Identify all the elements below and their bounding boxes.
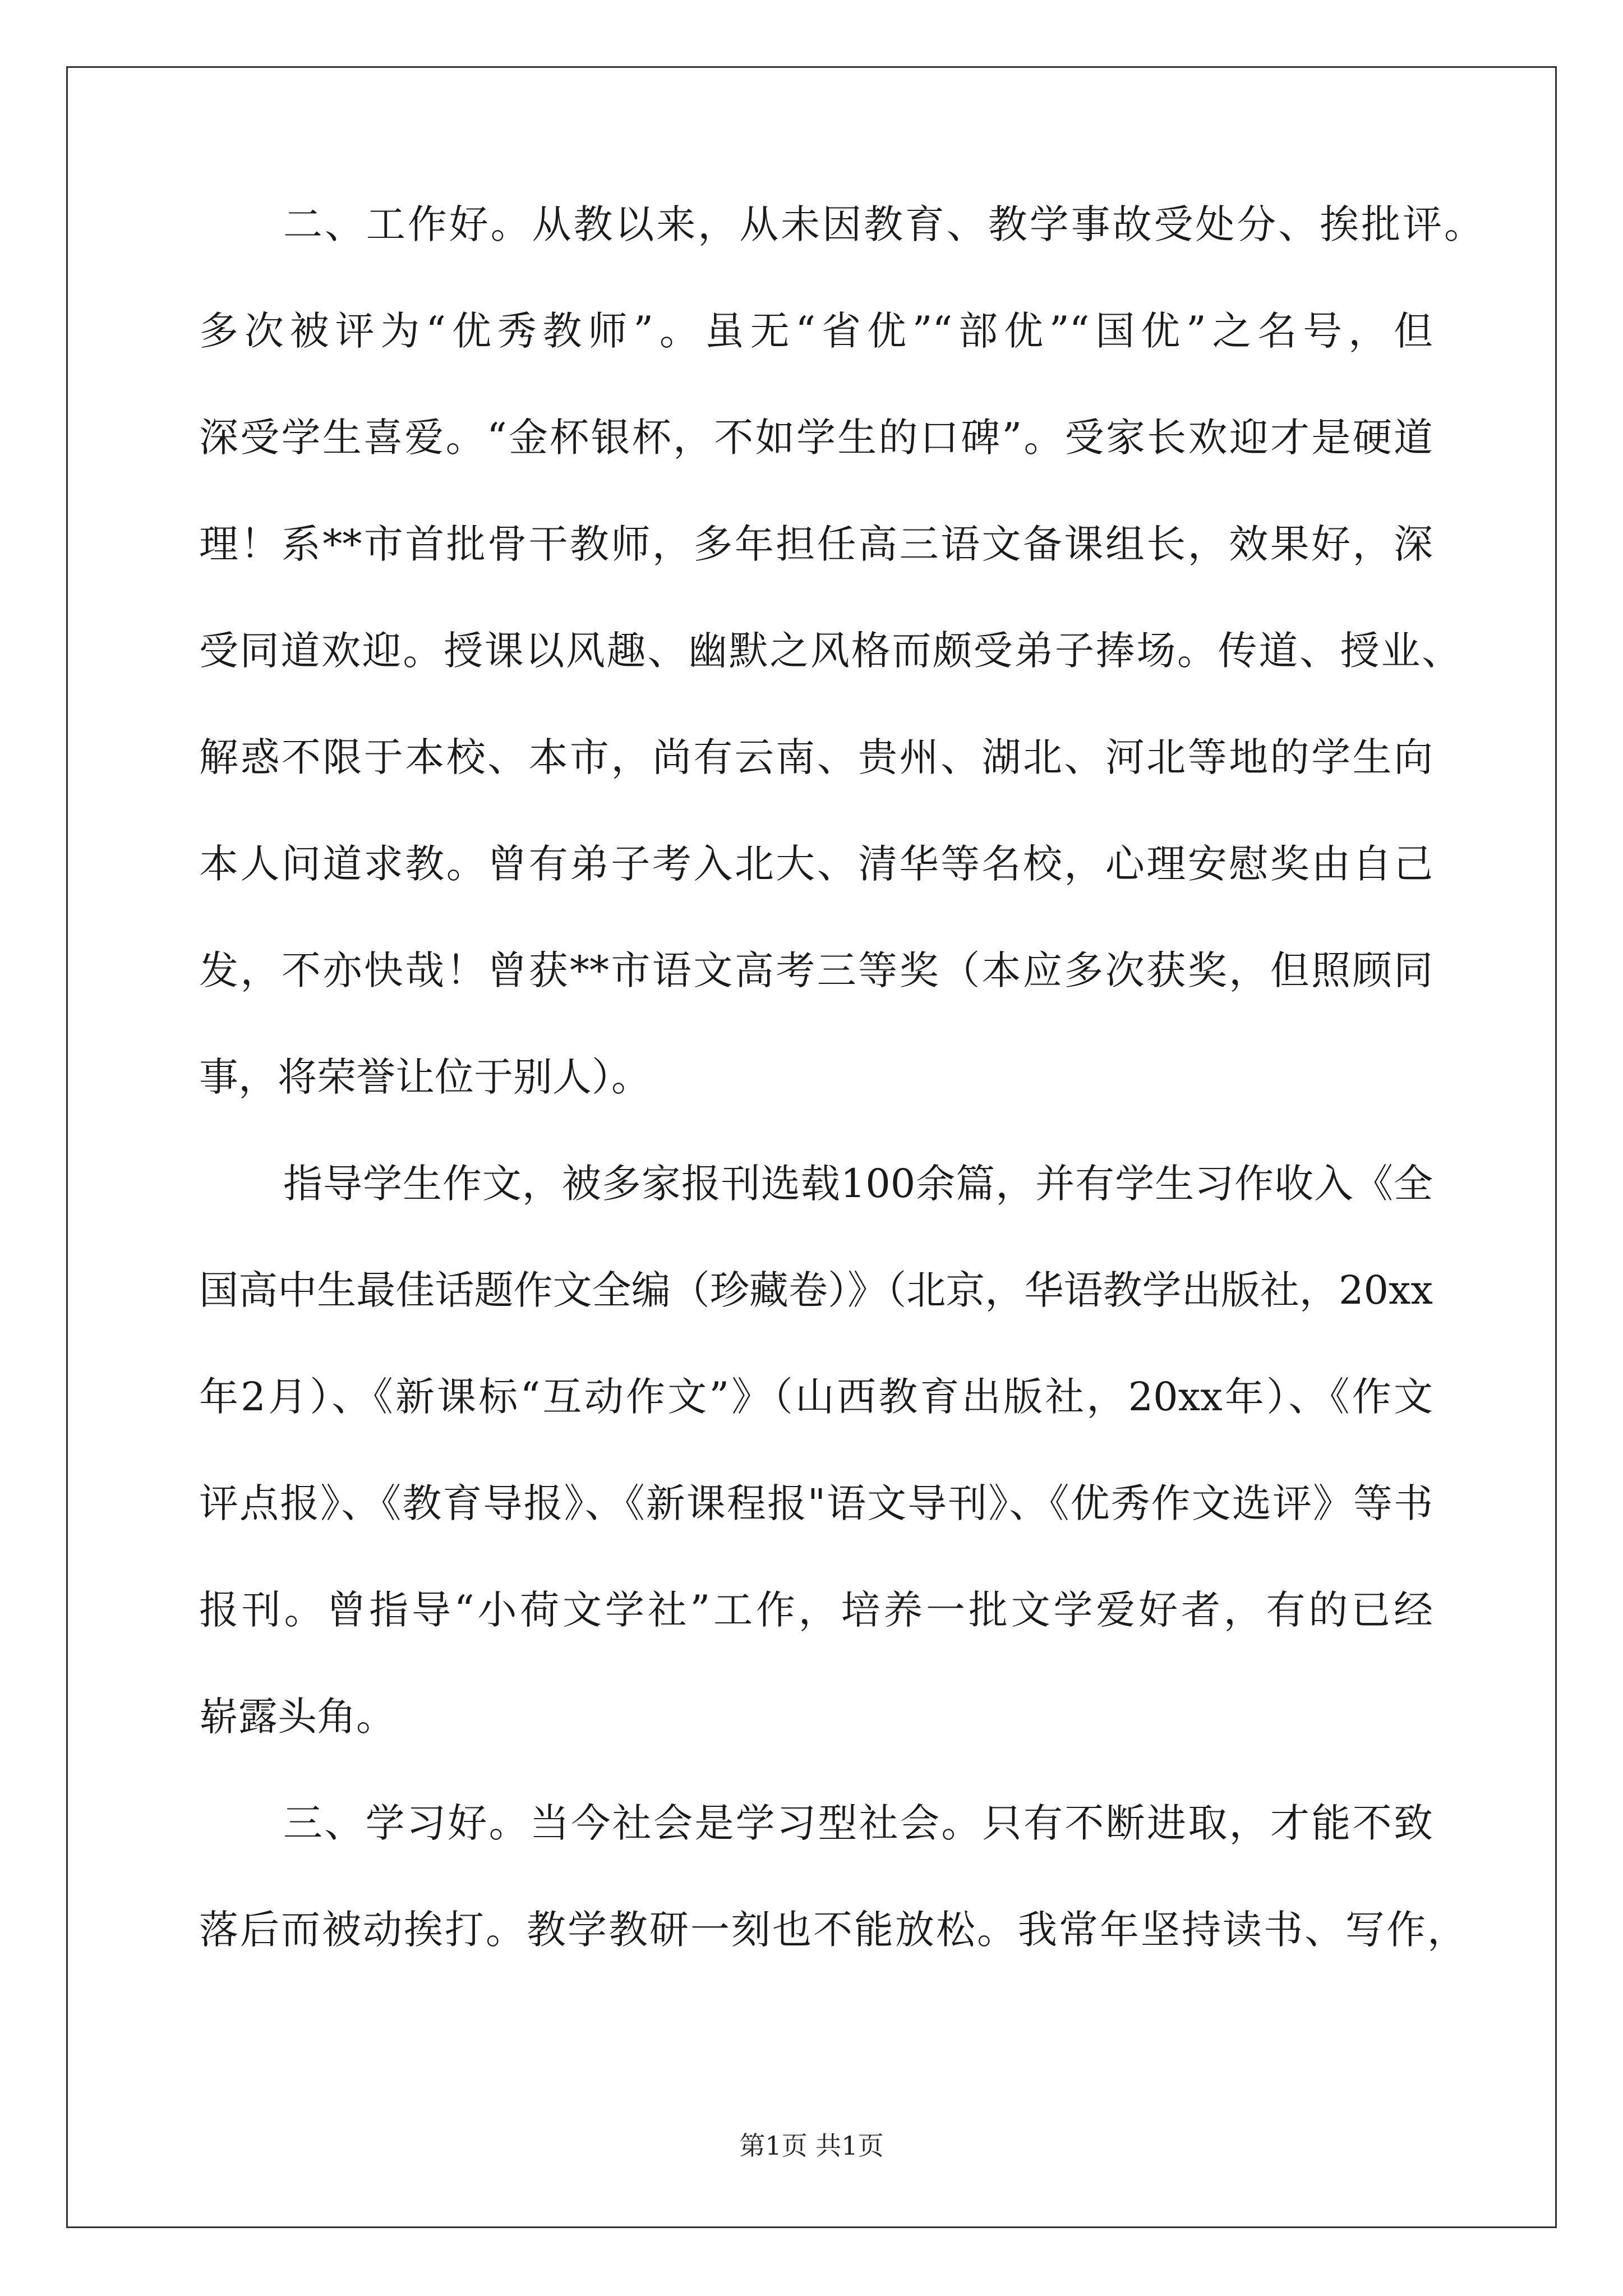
text-line: 事，将荣誉让位于别人）。 [199, 1054, 651, 1100]
page-footer: 第1页 共1页 [739, 2131, 884, 2161]
text-line: 受同道欢迎。授课以风趣、幽默之风格而颇受弟子捧场。传道、授业、 [199, 628, 1461, 674]
text-line: 评点报》、《教育导报》、《新课程报"语文导刊》、《优秀作文选评》等书 [199, 1480, 1433, 1526]
text-line: 崭露头角。 [199, 1694, 395, 1740]
text-line: 三、学习好。当今社会是学习型社会。只有不断进取，才能不致 [283, 1800, 1433, 1846]
text-line: 指导学生作文，被多家报刊选载100余篇，并有学生习作收入《全 [283, 1161, 1433, 1207]
text-line: 落后而被动挨打。教学教研一刻也不能放松。我常年坚持读书、写作， [199, 1907, 1467, 1953]
text-line: 深受学生喜爱。“金杯银杯，不如学生的口碑”。受家长欢迎才是硬道 [199, 415, 1433, 461]
text-line: 解惑不限于本校、本市，尚有云南、贵州、湖北、河北等地的学生向 [199, 734, 1433, 780]
text-line: 发，不亦快哉！曾获**市语文高考三等奖（本应多次获奖，但照顾同 [199, 947, 1433, 993]
text-line: 报刊。曾指导“小荷文学社”工作，培养一批文学爱好者，有的已经 [199, 1587, 1433, 1633]
text-line: 国高中生最佳话题作文全编（珍藏卷）》（北京，华语教学出版社，20xx [199, 1267, 1433, 1313]
text-line: 理！系**市首批骨干教师，多年担任高三语文备课组长，效果好，深 [199, 521, 1433, 567]
text-line: 多次被评为“优秀教师”。虽无“省优”“部优”“国优”之名号，但 [199, 308, 1433, 354]
text-line: 本人问道求教。曾有弟子考入北大、清华等名校，心理安慰奖由自己 [199, 841, 1433, 887]
text-line: 二、工作好。从教以来，从未因教育、教学事故受处分、挨批评。 [283, 201, 1483, 247]
text-line: 年2月）、《新课标“互动作文”》（山西教育出版社，20xx年）、《作文 [199, 1374, 1433, 1420]
